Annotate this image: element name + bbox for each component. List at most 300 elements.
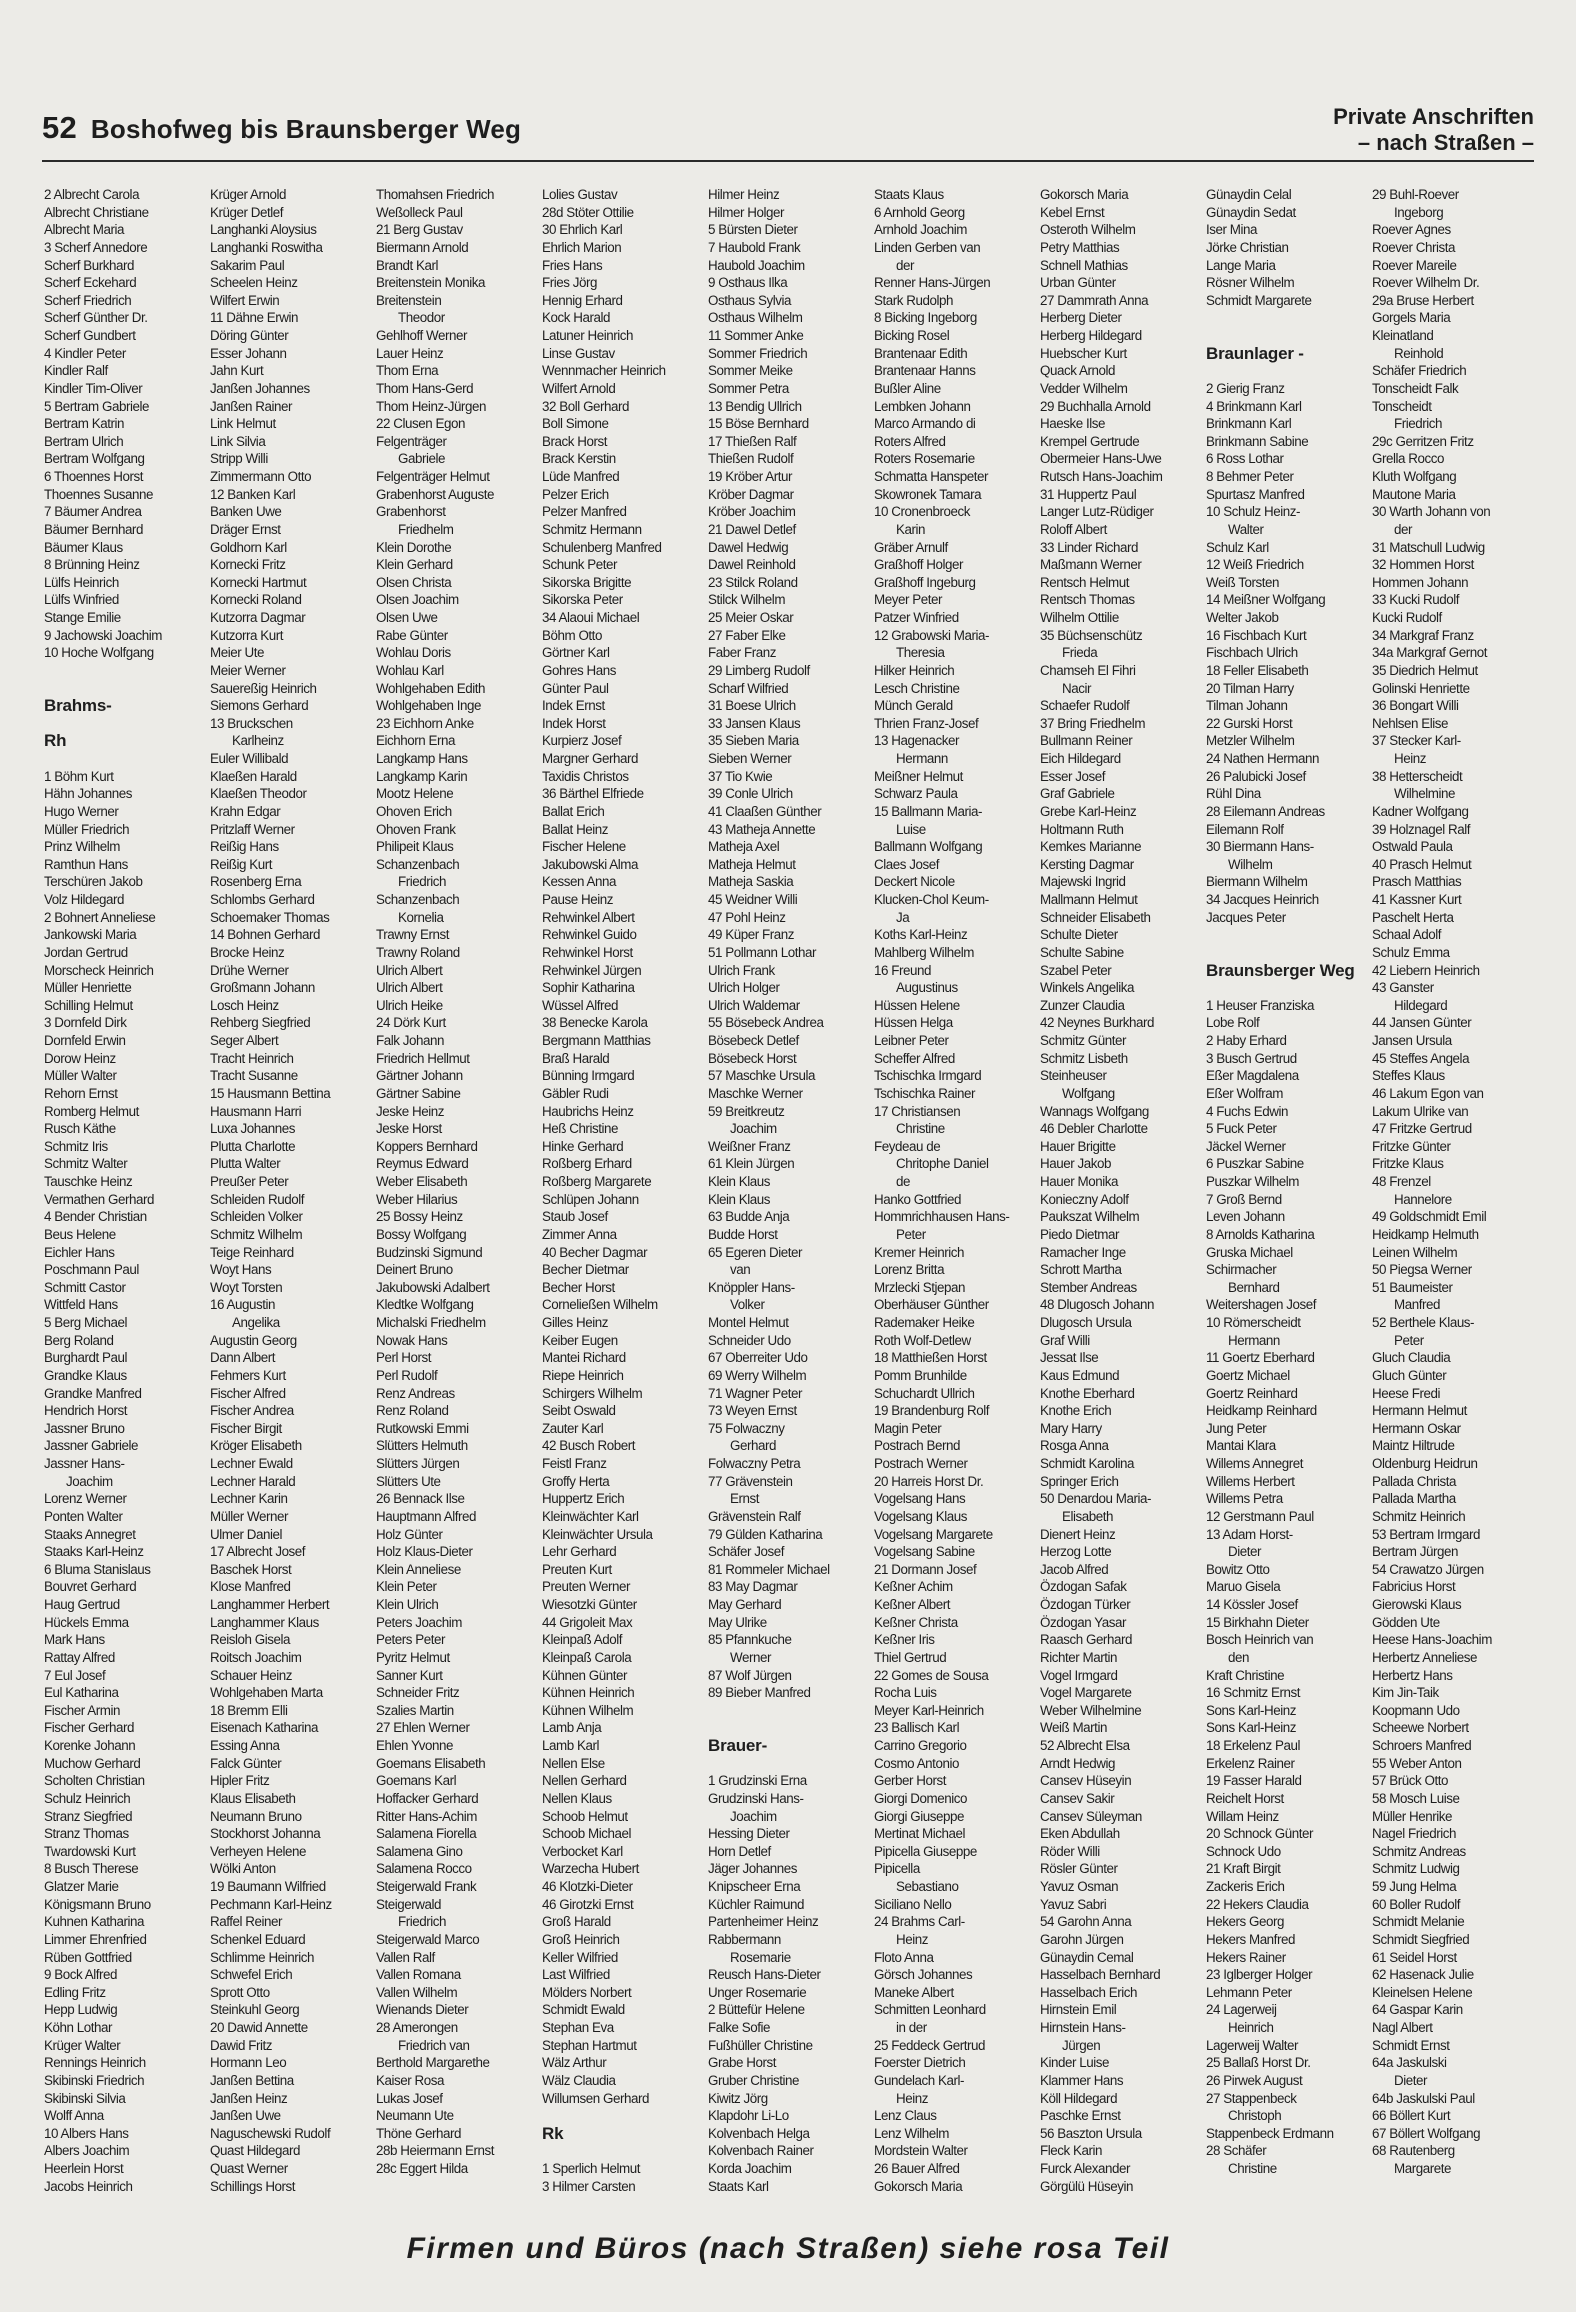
listing-entry: Boll Simone	[542, 416, 609, 432]
listing-entry: 41 Claaßen Günther	[708, 803, 822, 819]
listing-entry: Gärtner Sabine	[376, 1085, 461, 1101]
listing-entry: 48 Dlugosch Johann	[1040, 1297, 1154, 1313]
listing-entry: Ulmer Daniel	[210, 1526, 282, 1542]
listing-entry: Wiesotzki Günter	[542, 1597, 637, 1612]
listing-entry: 4 Bender Christian	[44, 1209, 147, 1225]
listing-entry: Neumann Bruno	[210, 1808, 302, 1824]
listing-entry: Garohn Jürgen	[1040, 1931, 1124, 1947]
listing-entry: 8 Arnolds Katharina	[1206, 1226, 1315, 1242]
listing-entry: Holz Günter	[376, 1526, 443, 1542]
listing-entry: Bergmann Matthias	[542, 1033, 651, 1048]
listing-entry: 31 Huppertz Paul	[1040, 486, 1137, 502]
street-heading: Braunsberger Weg	[1206, 960, 1355, 980]
listing-entry: Riepe Heinrich	[542, 1367, 624, 1383]
listing-entry: Vermathen Gerhard	[44, 1191, 154, 1207]
listing-entry: 27 Faber Elke	[708, 627, 786, 643]
listing-entry: Seger Albert	[210, 1033, 279, 1048]
listing-entry: Ohoven Erich	[376, 803, 452, 819]
listing-entry: Ehrlich Marion	[542, 239, 622, 255]
listing-continuation: Hildegard	[1394, 997, 1448, 1013]
listing-entry: Klein Peter	[376, 1579, 437, 1595]
listing-continuation: van	[730, 1262, 751, 1278]
listing-entry: Woyt Hans	[210, 1262, 272, 1278]
listing-entry: 19 Fasser Harald	[1206, 1773, 1302, 1789]
listing-entry: Keiber Eugen	[542, 1332, 618, 1348]
listing-entry: 29c Gerritzen Fritz	[1372, 433, 1474, 449]
listing-entry: Ulrich Waldemar	[708, 997, 800, 1013]
listing-entry: Ulrich Frank	[708, 962, 775, 978]
listing-entry: Müller Henrike	[1372, 1808, 1453, 1824]
listing-entry: Urban Günter	[1040, 275, 1116, 291]
listing-entry: Salamena Rocco	[376, 1861, 472, 1877]
listing-entry: Meier Ute	[210, 645, 264, 661]
listing-entry: Willam Heinz	[1206, 1808, 1279, 1824]
listing-column	[210, 186, 376, 2195]
listing-entry: Schauer Heinz	[210, 1667, 292, 1683]
listing-entry: Wölki Anton	[210, 1861, 276, 1877]
listing-continuation: Angelika	[232, 1315, 280, 1330]
listing-entry: Skibinski Friedrich	[44, 2072, 145, 2088]
listing-entry: 43 Ganster	[1372, 980, 1434, 996]
listing-entry: Maneke Albert	[874, 1984, 954, 2000]
listing-entry: Vogel Margarete	[1040, 1685, 1132, 1701]
listing-entry: Linse Gustav	[542, 345, 615, 361]
listing-entry: Matheja Saskia	[708, 874, 794, 890]
listing-entry: Verheyen Helene	[210, 1843, 306, 1859]
listing-entry: 8 Busch Therese	[44, 1861, 139, 1877]
listing-continuation: Friedrich	[398, 1914, 447, 1930]
listing-entry: Ulrich Albert	[376, 962, 443, 978]
listing-entry: 1 Grudzinski Erna	[708, 1773, 807, 1789]
listing-entry: Mautone Maria	[1372, 486, 1456, 502]
listing-entry: Tonscheidt Falk	[1372, 380, 1459, 396]
listing-entry: 14 Bohnen Gerhard	[210, 927, 320, 943]
header-rule	[42, 160, 1534, 162]
listing-entry: Paschelt Herta	[1372, 909, 1454, 925]
listing-entry: Friedrich Hellmut	[376, 1050, 470, 1066]
street-heading: Rh	[44, 731, 67, 751]
listing-entry: 30 Warth Johann von	[1372, 504, 1491, 520]
listing-continuation: Wilhelmine	[1394, 786, 1455, 802]
listing-entry: Deckert Nicole	[874, 874, 955, 890]
listing-entry: Essing Anna	[210, 1738, 280, 1753]
listing-entry: Pipicella Giuseppe	[874, 1843, 977, 1859]
listing-entry: Pallada Christa	[1372, 1473, 1457, 1489]
listing-entry: Schmitz Hermann	[542, 521, 642, 537]
listing-entry: Corneließen Wilhelm	[542, 1297, 658, 1313]
listing-entry: Fleck Karin	[1040, 2143, 1103, 2159]
listing-entry: Reißig Kurt	[210, 856, 273, 872]
listing-entry: Özdogan Safak	[1040, 1579, 1127, 1595]
spacer	[708, 1719, 874, 1737]
listing-entry: Folwaczny Petra	[708, 1456, 801, 1471]
listing-entry: Grabenhorst	[376, 504, 446, 520]
listing-entry: 13 Bruckschen	[210, 715, 293, 731]
listing-entry: Kolvenbach Rainer	[708, 2143, 814, 2159]
listing-entry: Ehlen Yvonne	[376, 1738, 454, 1753]
listing-entry: Maintz Hiltrude	[1372, 1438, 1455, 1454]
listing-entry: Lamb Anja	[542, 1720, 602, 1736]
listing-entry: 60 Boller Rudolf	[1372, 1896, 1461, 1912]
listing-entry: Hauptmann Alfred	[376, 1508, 476, 1524]
listing-entry: Hekers Manfred	[1206, 1931, 1295, 1947]
listing-entry: Tauschke Heinz	[44, 1174, 133, 1189]
listing-continuation: Peter	[896, 1226, 926, 1242]
listing-entry: Grudzinski Hans-	[708, 1790, 804, 1806]
listing-entry: Wohlgehaben Edith	[376, 680, 485, 696]
listing-entry: Gödden Ute	[1372, 1614, 1440, 1630]
listing-entry: Rentsch Thomas	[1040, 592, 1135, 608]
listing-entry: Janßen Johannes	[210, 380, 310, 396]
listing-entry: May Gerhard	[708, 1597, 782, 1612]
listing-entry: 6 Arnhold Georg	[874, 204, 965, 220]
listing-continuation: der	[1394, 521, 1413, 537]
listing-entry: 67 Oberreiter Udo	[708, 1350, 808, 1366]
listing-entry: Nellen Else	[542, 1755, 605, 1771]
listing-entry: Stranz Siegfried	[44, 1808, 133, 1824]
listing-entry: Langhanki Roswitha	[210, 239, 323, 255]
listing-entry: Lüde Manfred	[542, 469, 620, 484]
listing-entry: Puszkar Wilhelm	[1206, 1174, 1299, 1189]
listing-entry: Schmidt Ewald	[542, 2002, 625, 2018]
listing-entry: Giorgi Giuseppe	[874, 1808, 965, 1824]
listing-entry: Grandke Klaus	[44, 1367, 127, 1383]
listing-entry: Wohlau Karl	[376, 662, 444, 678]
listing-entry: Jacobs Heinrich	[44, 2178, 133, 2194]
listing-entry: Ballat Erich	[542, 803, 605, 819]
listing-entry: Huppertz Erich	[542, 1491, 625, 1507]
listing-entry: Thöne Gerhard	[376, 2125, 461, 2141]
listing-entry: Tschischka Rainer	[874, 1085, 976, 1101]
listing-entry: Janßen Uwe	[210, 2108, 281, 2124]
listing-continuation: Nacir	[1062, 680, 1091, 696]
listing-entry: Hirnstein Emil	[1040, 2002, 1117, 2018]
listing-entry: Hermann Oskar	[1372, 1420, 1461, 1436]
listing-entry: Haubold Joachim	[708, 257, 805, 273]
listing-entry: Küchler Raimund	[708, 1896, 804, 1912]
listing-entry: Grebe Karl-Heinz	[1040, 803, 1137, 819]
listing-entry: Rentsch Helmut	[1040, 574, 1129, 590]
listing-entry: Fritzke Klaus	[1372, 1156, 1444, 1172]
listing-entry: Kock Harald	[542, 310, 610, 326]
listing-entry: Horn Detlef	[708, 1843, 771, 1859]
listing-entry: Augustin Georg	[210, 1332, 297, 1348]
listing-continuation: Jürgen	[1062, 2037, 1101, 2053]
listing-continuation: Dieter	[1394, 2072, 1428, 2088]
listing-entry: Willems Herbert	[1206, 1473, 1295, 1489]
listing-entry: Dienert Heinz	[1040, 1526, 1116, 1542]
listing-entry: Keßner Iris	[874, 1632, 935, 1648]
listing-entry: Dlugosch Ursula	[1040, 1315, 1132, 1330]
listing-entry: Schirmacher	[1206, 1262, 1277, 1278]
listing-entry: 21 Berg Gustav	[376, 222, 463, 238]
listing-entry: Hasselbach Erich	[1040, 1984, 1137, 2000]
listing-continuation: Heinz	[896, 1931, 928, 1947]
listing-entry: Schlüpen Johann	[542, 1191, 639, 1207]
listing-entry: Langkamp Hans	[376, 751, 468, 766]
listing-entry: Bowitz Otto	[1206, 1561, 1270, 1577]
listing-entry: 22 Gomes de Sousa	[874, 1667, 989, 1683]
listing-entry: Keßner Albert	[874, 1597, 951, 1612]
listing-entry: Esser Johann	[210, 345, 287, 361]
listing-entry: 47 Pohl Heinz	[708, 909, 786, 925]
listing-entry: Schmatta Hanspeter	[874, 469, 988, 484]
listing-entry: 21 Dormann Josef	[874, 1561, 977, 1577]
listing-entry: Wannags Wolfgang	[1040, 1103, 1149, 1119]
listing-entry: Holz Klaus-Dieter	[376, 1544, 473, 1560]
listing-entry: Nellen Gerhard	[542, 1773, 627, 1789]
listing-entry: 8 Bicking Ingeborg	[874, 310, 977, 326]
listing-entry: Meier Werner	[210, 662, 286, 678]
listing-entry: Hinke Gerhard	[542, 1138, 624, 1154]
listing-entry: Wolff Anna	[44, 2108, 104, 2124]
listing-entry: Kornecki Hartmut	[210, 574, 307, 590]
listing-entry: Langhammer Herbert	[210, 1597, 330, 1612]
listing-entry: Dann Albert	[210, 1350, 276, 1366]
listing-entry: Goldhorn Karl	[210, 539, 287, 555]
listing-entry: Kutzorra Kurt	[210, 627, 284, 643]
listing-continuation: Friedrich van	[398, 2037, 470, 2053]
listing-entry: Wilfert Erwin	[210, 292, 280, 308]
listing-entry: Sons Karl-Heinz	[1206, 1720, 1296, 1736]
listing-entry: Klein Dorothe	[376, 539, 452, 555]
listing-entry: Perl Rudolf	[376, 1367, 438, 1383]
listing-entry: Görsch Johannes	[874, 1967, 973, 1983]
listing-entry: 25 Meier Oskar	[708, 610, 794, 625]
listing-entry: Steigerwald Marco	[376, 1931, 480, 1947]
listing-entry: 36 Bongart Willi	[1372, 698, 1459, 714]
listing-entry: Herbertz Anneliese	[1372, 1649, 1478, 1665]
listing-entry: 10 Schulz Heinz-	[1206, 504, 1301, 520]
listing-entry: Lülfs Heinrich	[44, 574, 119, 590]
listing-entry: Sons Karl-Heinz	[1206, 1702, 1296, 1718]
listing-entry: Perl Horst	[376, 1350, 432, 1366]
listing-entry: Philipeit Klaus	[376, 839, 454, 855]
listing-entry: Thoennes Susanne	[44, 486, 153, 502]
listing-entry: Lechner Harald	[210, 1473, 296, 1489]
listing-entry: Kühnen Heinrich	[542, 1685, 635, 1701]
listing-entry: 55 Bösebeck Andrea	[708, 1015, 824, 1031]
listing-entry: Roever Christa	[1372, 239, 1456, 255]
listing-entry: 61 Seidel Horst	[1372, 1949, 1457, 1965]
listing-entry: Skowronek Tamara	[874, 486, 982, 502]
listing-entry: Lolies Gustav	[542, 187, 618, 202]
listing-entry: Vallen Ralf	[376, 1949, 435, 1965]
listing-entry: Szalies Martin	[376, 1702, 454, 1718]
listing-entry: Latuner Heinrich	[542, 328, 634, 343]
listing-entry: 2 Albrecht Carola	[44, 187, 140, 202]
listing-entry: Scheffer Alfred	[874, 1050, 955, 1066]
listing-continuation: Wilhelm	[1228, 856, 1273, 872]
listing-entry: Schoob Helmut	[542, 1808, 628, 1824]
listing-entry: Rosenberg Erna	[210, 874, 302, 890]
listing-entry: Grella Rocco	[1372, 451, 1444, 467]
listing-entry: Weber Elisabeth	[376, 1174, 468, 1189]
listing-entry: 30 Ehrlich Karl	[542, 222, 623, 238]
listing-entry: Becher Dietmar	[542, 1262, 629, 1278]
footer-note: Firmen und Büros (nach Straßen) siehe rosa Teil	[406, 2232, 1170, 2265]
listing-continuation: Ja	[896, 909, 910, 925]
listing-entry: Bosch Heinrich van	[1206, 1632, 1314, 1648]
listing-entry: Gruber Christine	[708, 2072, 800, 2088]
listing-entry: Bösebeck Detlef	[708, 1033, 799, 1048]
listing-continuation: Dieter	[1228, 1544, 1262, 1560]
listing-entry: Schulz Emma	[1372, 944, 1450, 960]
listing-entry: Langhanki Aloysius	[210, 222, 317, 238]
listing-entry: Kuhnen Katharina	[44, 1914, 145, 1930]
listing-entry: Vogel Irmgard	[1040, 1667, 1118, 1683]
listing-entry: Feistl Franz	[542, 1456, 607, 1471]
listing-continuation: Gerhard	[730, 1438, 776, 1454]
listing-continuation: Karin	[896, 521, 926, 537]
listing-entry: Bösebeck Horst	[708, 1050, 797, 1066]
listing-continuation: Wolfgang	[1062, 1085, 1115, 1101]
listing-entry: Hilmer Heinz	[708, 187, 780, 202]
listing-entry: 29 Buhl-Roever	[1372, 187, 1459, 202]
listing-entry: Sophir Katharina	[542, 980, 635, 996]
listing-entry: Lehr Gerhard	[542, 1544, 617, 1560]
listing-entry: Obermeier Hans-Uwe	[1040, 451, 1162, 467]
listing-entry: Schoob Michael	[542, 1826, 631, 1842]
listing-entry: Stripp Willi	[210, 451, 268, 467]
listing-entry: Weßolleck Paul	[376, 204, 463, 220]
listing-entry: Lauer Heinz	[376, 345, 444, 361]
listing-entry: Hipler Fritz	[210, 1773, 270, 1789]
listing-entry: Roth Wolf-Detlew	[874, 1332, 971, 1348]
listing-entry: Sommer Meike	[708, 363, 793, 379]
listing-entry: Stranz Thomas	[44, 1826, 129, 1842]
listing-entry: Springer Erich	[1040, 1473, 1119, 1489]
listing-entry: 8 Behmer Peter	[1206, 469, 1294, 484]
listing-entry: Holtmann Ruth	[1040, 821, 1124, 837]
listing-entry: Lehmann Peter	[1206, 1984, 1292, 2000]
listing-entry: Morscheck Heinrich	[44, 962, 154, 978]
listing-entry: 24 Brahms Carl-	[874, 1914, 965, 1930]
listing-entry: Ballmann Wolfgang	[874, 839, 983, 855]
listing-entry: Schnell Mathias	[1040, 257, 1128, 273]
listing-entry: 25 Feddeck Gertrud	[874, 2037, 985, 2053]
listing-entry: Schmidt Melanie	[1372, 1914, 1465, 1930]
listing-entry: 2 Büttefür Helene	[708, 2002, 805, 2018]
listing-entry: Thom Hans-Gerd	[376, 380, 474, 396]
listing-entry: Zimmer Anna	[542, 1226, 617, 1242]
listing-entry: Grävenstein Ralf	[708, 1508, 801, 1524]
listing-entry: Olsen Christa	[376, 574, 452, 590]
listing-columns	[44, 186, 1544, 2195]
listing-entry: Hekers Rainer	[1206, 1949, 1286, 1965]
listing-entry: Tracht Heinrich	[210, 1050, 294, 1066]
listing-entry: Staats Klaus	[874, 187, 944, 202]
listing-entry: Floto Anna	[874, 1949, 934, 1965]
listing-entry: 63 Budde Anja	[708, 1209, 790, 1225]
listing-entry: Pipicella	[874, 1861, 920, 1877]
listing-entry: Vogelsang Klaus	[874, 1508, 968, 1524]
listing-entry: Olsen Uwe	[376, 610, 438, 625]
listing-entry: 10 Römerscheidt	[1206, 1315, 1301, 1330]
listing-entry: 15 Hausmann Bettina	[210, 1085, 331, 1101]
listing-entry: Albrecht Maria	[44, 222, 125, 238]
listing-entry: Kledtke Wolfgang	[376, 1297, 474, 1313]
listing-entry: Fries Hans	[542, 257, 603, 273]
listing-continuation: Frieda	[1062, 645, 1098, 661]
listing-continuation: Peter	[1394, 1332, 1424, 1348]
listing-entry: 23 Stilck Roland	[708, 574, 798, 590]
listing-entry: Prasch Matthias	[1372, 874, 1462, 890]
listing-continuation: Joachim	[66, 1473, 113, 1489]
listing-entry: Jeske Horst	[376, 1121, 442, 1137]
listing-entry: Breitenstein Monika	[376, 275, 486, 291]
listing-entry: Arndt Hedwig	[1040, 1755, 1115, 1771]
listing-entry: 40 Prasch Helmut	[1372, 856, 1472, 872]
listing-entry: Jahn Kurt	[210, 363, 264, 379]
listing-entry: Rattay Alfred	[44, 1649, 115, 1665]
listing-entry: Yavuz Osman	[1040, 1879, 1119, 1894]
listing-entry: Raffel Reiner	[210, 1914, 283, 1930]
listing-entry: 28d Stöter Ottilie	[542, 204, 634, 220]
listing-entry: Ohoven Frank	[376, 821, 456, 837]
listing-entry: Köhn Lothar	[44, 2020, 113, 2035]
listing-column	[1372, 186, 1538, 2195]
listing-entry: Schmitz Walter	[44, 1156, 128, 1172]
listing-entry: Zimmermann Otto	[210, 469, 312, 484]
listing-entry: 17 Albrecht Josef	[210, 1544, 306, 1560]
listing-entry: Jassner Gabriele	[44, 1438, 139, 1454]
listing-entry: Kleinpaß Carola	[542, 1649, 632, 1665]
listing-entry: Losch Heinz	[210, 997, 279, 1013]
listing-entry: 49 Goldschmidt Emil	[1372, 1209, 1487, 1225]
listing-entry: Sikorska Brigitte	[542, 574, 632, 590]
listing-entry: Sommer Petra	[708, 380, 789, 396]
listing-entry: 59 Jung Helma	[1372, 1879, 1457, 1894]
listing-continuation: Ingeborg	[1394, 204, 1444, 220]
listing-entry: 39 Conle Ulrich	[708, 786, 793, 802]
listing-entry: Koths Karl-Heinz	[874, 927, 968, 943]
listing-entry: Cansev Hüseyin	[1040, 1773, 1132, 1789]
listing-entry: Felgenträger	[376, 433, 447, 449]
listing-entry: Schoemaker Thomas	[210, 909, 330, 925]
listing-entry: Schulz Karl	[1206, 539, 1269, 555]
listing-entry: Schmitt Castor	[44, 1279, 126, 1295]
listing-entry: 13 Bendig Ullrich	[708, 398, 802, 414]
listing-entry: Bäumer Bernhard	[44, 521, 143, 537]
listing-entry: 66 Böllert Kurt	[1372, 2108, 1451, 2124]
listing-entry: 57 Maschke Ursula	[708, 1068, 815, 1084]
listing-entry: Limmer Ehrenfried	[44, 1931, 147, 1947]
listing-entry: Gerber Horst	[874, 1773, 946, 1789]
listing-entry: 27 Dammrath Anna	[1040, 292, 1149, 308]
listing-entry: 3 Hilmer Carsten	[542, 2178, 636, 2194]
listing-entry: Kornecki Fritz	[210, 557, 286, 573]
listing-entry: Schmidt Karolina	[1040, 1456, 1135, 1471]
listing-entry: Thom Heinz-Jürgen	[376, 398, 486, 414]
listing-entry: Klaeßen Theodor	[210, 786, 307, 802]
listing-continuation: Hermann	[896, 751, 948, 766]
listing-entry: Mordstein Walter	[874, 2143, 968, 2159]
listing-entry: Trawny Roland	[376, 944, 460, 960]
listing-entry: Muchow Gerhard	[44, 1755, 141, 1771]
street-heading: Brauer-	[708, 1736, 768, 1755]
listing-entry: Falke Sofie	[708, 2020, 771, 2035]
listing-entry: Günaydin Cemal	[1040, 1949, 1134, 1965]
listing-entry: Königsmann Bruno	[44, 1896, 151, 1912]
listing-entry: Klucken-Chol Keum-	[874, 892, 989, 907]
listing-entry: 35 Büchsenschütz	[1040, 627, 1143, 643]
listing-entry: 7 Eul Josef	[44, 1667, 106, 1683]
listing-entry: 10 Hoche Wolfgang	[44, 645, 154, 661]
listing-entry: Lange Maria	[1206, 257, 1276, 273]
listing-entry: Goemans Karl	[376, 1773, 457, 1789]
listing-entry: 44 Grigoleit Max	[542, 1614, 633, 1630]
